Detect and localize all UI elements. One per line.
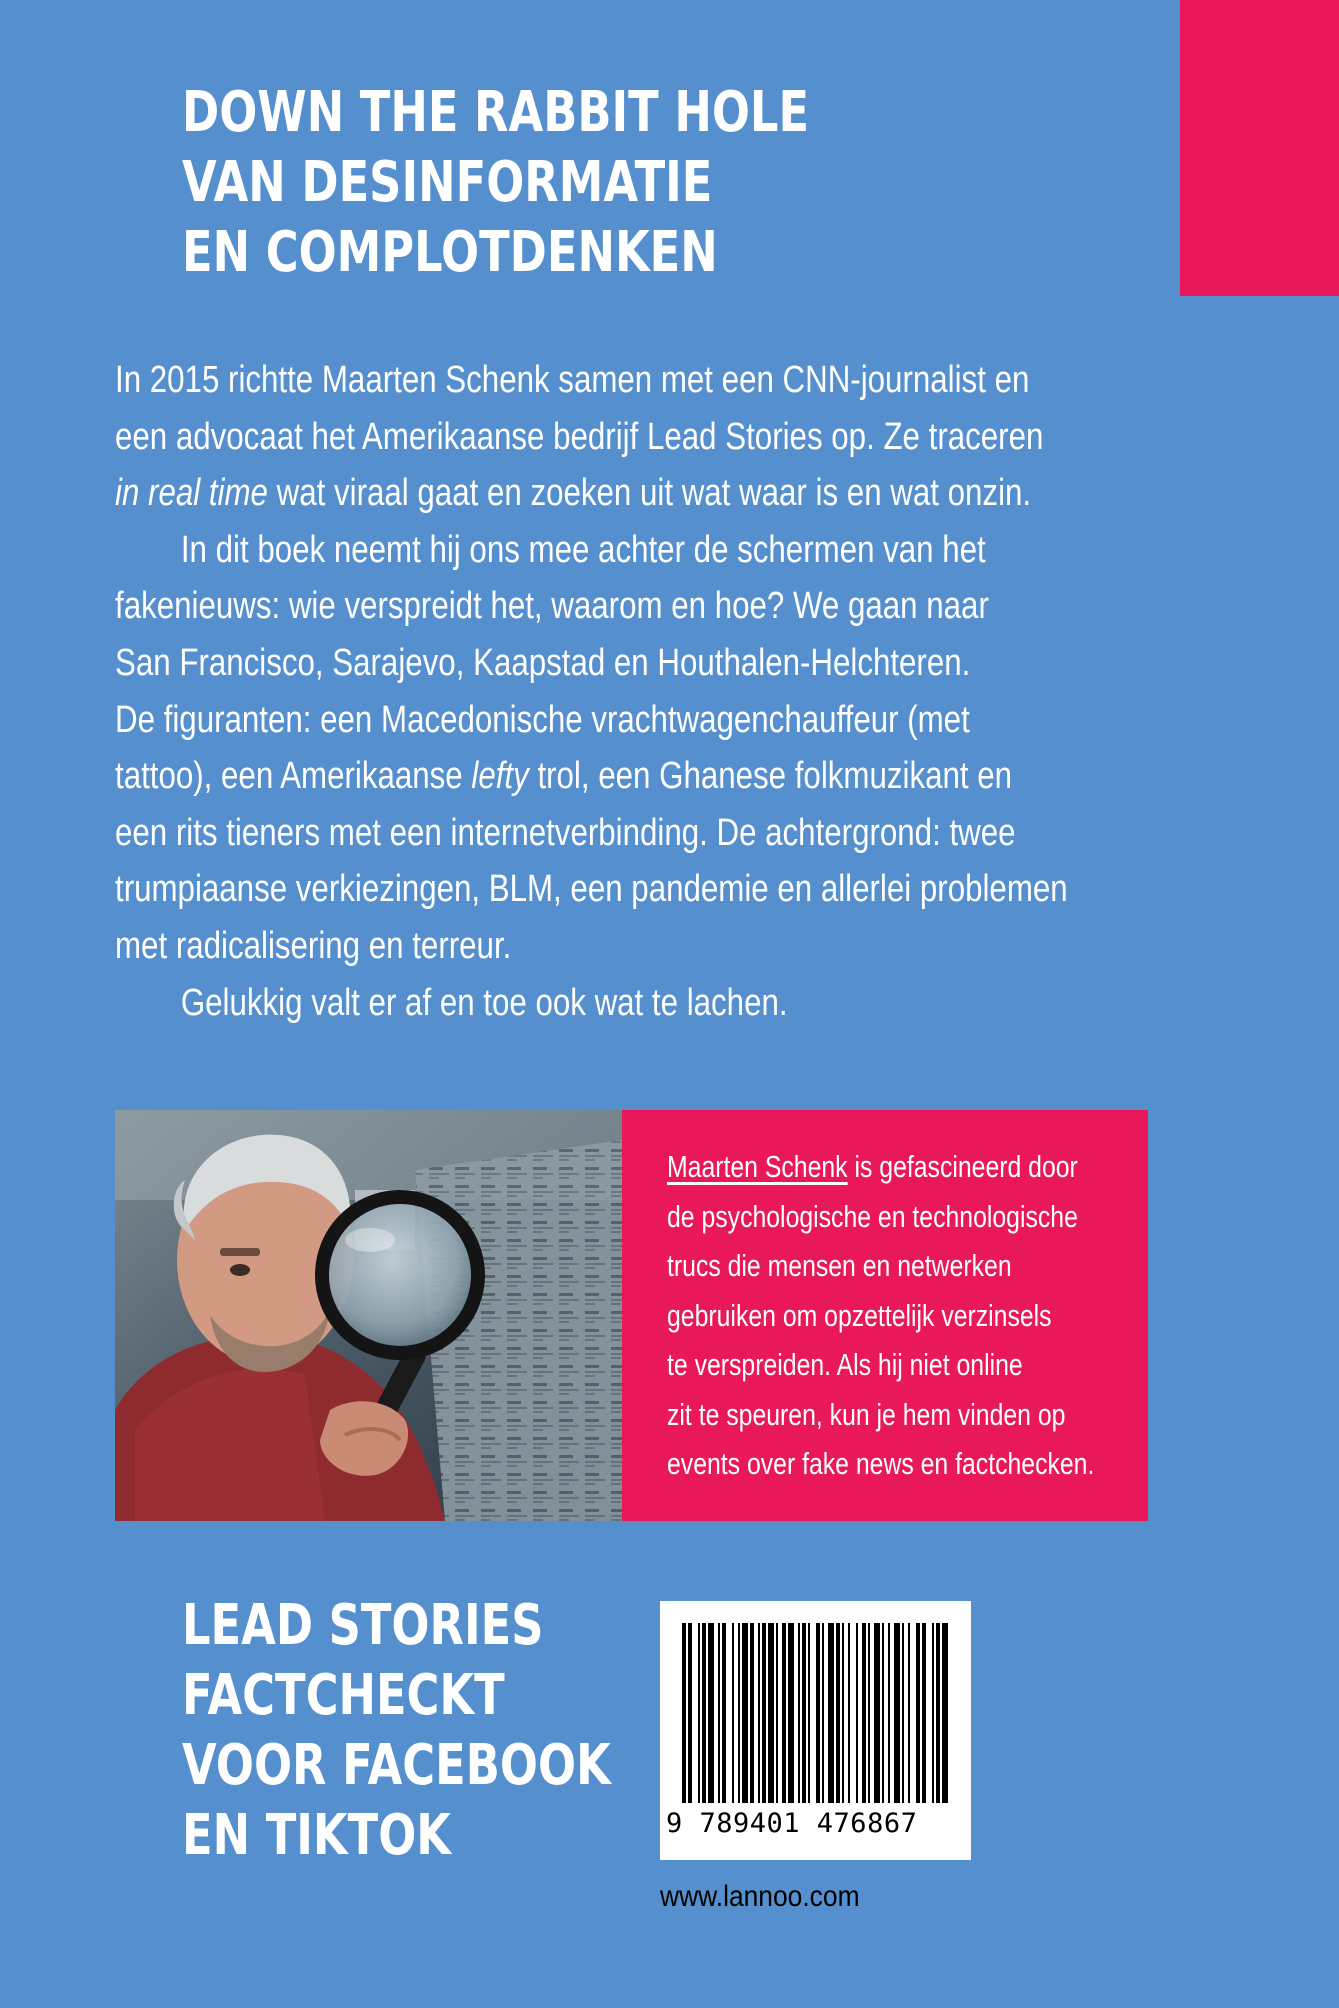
- barcode-bar: [702, 1623, 706, 1803]
- blurb-line: [115, 692, 1152, 749]
- barcode-bar: [808, 1623, 810, 1803]
- blurb-text-part: wat viraal gaat en zoeken uit wat waar is en wat onzin.: [267, 472, 1032, 515]
- barcode-bar: [836, 1623, 840, 1803]
- blurb-italic-text: in real time: [115, 472, 268, 515]
- blurb-line: [115, 975, 1152, 1032]
- barcode-bar: [718, 1623, 720, 1803]
- barcode-bar: [882, 1623, 884, 1803]
- blurb-line: [115, 805, 1152, 862]
- blurb-line: [115, 918, 1152, 975]
- blurb-text: [115, 352, 1152, 1031]
- barcode-bar: [908, 1623, 910, 1803]
- barcode-bar: [816, 1623, 820, 1803]
- barcode-bar: [842, 1623, 844, 1803]
- tagline-line-3: VOOR FACEBOOK: [182, 1733, 611, 1798]
- headline-line-2: VAN DESINFORMATIE: [182, 150, 713, 215]
- bio-line: zit te speuren, kun je hem vinden op: [667, 1396, 1066, 1432]
- bio-line: te verspreiden. Als hij niet online: [667, 1347, 1023, 1382]
- blurb-text-part: fakenieuws: wie verspreidt het, waarom en hoe? We gaan naar: [115, 585, 989, 628]
- blurb-text-part: trumpiaanse verkiezingen, BLM, een pandemie en allerlei problemen: [115, 868, 1068, 911]
- barcode-bar: [894, 1623, 900, 1803]
- blurb-line: [115, 352, 1152, 409]
- bio-line-1-rest: is gefascineerd door: [847, 1149, 1078, 1184]
- blurb-line: [115, 522, 1152, 579]
- barcode-bar: [828, 1623, 834, 1803]
- headline-line-3: EN COMPLOTDENKEN: [182, 220, 718, 285]
- blurb-italic-text: lefty: [471, 755, 529, 798]
- author-photo-magnifying-glass: [115, 1110, 622, 1521]
- blurb-text-part: met radicalisering en terreur.: [115, 924, 512, 967]
- bio-line: de psychologische en technologische: [667, 1198, 1078, 1234]
- barcode-bar: [916, 1623, 920, 1803]
- blurb-text-part: een rits tieners met een internetverbinding. De achtergrond: twee: [115, 811, 1016, 854]
- barcode-bar: [798, 1623, 800, 1803]
- barcode-bar: [688, 1623, 692, 1803]
- barcode-bar: [868, 1623, 870, 1803]
- barcode-bar: [758, 1623, 760, 1803]
- blurb-text-part: Gelukkig valt er af en toe ook wat te lachen.: [180, 981, 788, 1024]
- isbn-number: 9 789401 476867: [666, 1808, 918, 1839]
- barcode-bar: [942, 1623, 948, 1803]
- barcode-bar: [822, 1623, 824, 1803]
- barcode-bar: [698, 1623, 700, 1803]
- blurb-text-part: In dit boek neemt hij ons mee achter de schermen van het: [180, 528, 986, 571]
- author-name: Maarten Schenk: [667, 1149, 848, 1184]
- corner-accent-block: [1180, 0, 1339, 296]
- blurb-line: [115, 409, 1152, 466]
- barcode-bar: [742, 1623, 748, 1803]
- author-bio-text: [667, 1142, 1147, 1489]
- barcode-bar: [856, 1623, 858, 1803]
- barcode-bar: [750, 1623, 754, 1803]
- blurb-text-part: In 2015 richtte Maarten Schenk samen met een CNN-journalist en: [115, 359, 1030, 401]
- tagline-line-2: FACTCHECKT: [182, 1663, 505, 1728]
- bio-line: events over fake news en factchecken.: [667, 1446, 1095, 1481]
- blurb-text-part: tattoo), een Amerikaanse: [115, 755, 472, 798]
- blurb-text-part: San Francisco, Sarajevo, Kaapstad en Houthalen-Helchteren.: [115, 641, 971, 684]
- barcode-bar: [762, 1623, 766, 1803]
- blurb-line: [115, 748, 1152, 805]
- barcode: [660, 1601, 971, 1860]
- barcode-bar: [802, 1623, 806, 1803]
- barcode-bar: [768, 1623, 774, 1803]
- author-bio-box: [622, 1110, 1148, 1521]
- barcode-bar: [848, 1623, 850, 1803]
- barcode-bar: [874, 1623, 880, 1803]
- barcode-bar: [782, 1623, 786, 1803]
- barcode-bar: [788, 1623, 794, 1803]
- blurb-text-part: trol, een Ghanese folkmuzikant en: [528, 755, 1013, 798]
- blurb-line: [115, 635, 1152, 692]
- barcode-bar: [888, 1623, 890, 1803]
- blurb-line: [115, 465, 1152, 522]
- tagline-line-4: EN TIKTOK: [182, 1803, 451, 1868]
- publisher-website: www.lannoo.com: [660, 1880, 860, 1913]
- barcode-bar: [708, 1623, 714, 1803]
- barcode-bar: [902, 1623, 904, 1803]
- headline-line-1: DOWN THE RABBIT HOLE: [182, 80, 810, 145]
- barcode-bar: [722, 1623, 726, 1803]
- barcode-bar: [862, 1623, 866, 1803]
- barcode-bar: [732, 1623, 734, 1803]
- author-section: [115, 1110, 1148, 1521]
- blurb-text-part: De figuranten: een Macedonische vrachtwagenchauffeur (met: [115, 698, 970, 741]
- barcode-bar: [922, 1623, 926, 1803]
- author-photo: [115, 1110, 622, 1521]
- barcode-bar: [738, 1623, 740, 1803]
- blurb-text-part: een advocaat het Amerikaanse bedrijf Lead Stories op. Ze traceren: [115, 415, 1044, 458]
- bio-line: trucs die mensen en netwerken: [667, 1248, 1012, 1283]
- tagline-line-1: LEAD STORIES: [182, 1593, 544, 1658]
- barcode-bar: [936, 1623, 940, 1803]
- blurb-line: [115, 578, 1152, 635]
- barcode-bar: [932, 1623, 934, 1803]
- barcode-bar: [682, 1623, 686, 1803]
- headline: [182, 78, 809, 288]
- bio-line: gebruiken om opzettelijk verzinsels: [667, 1297, 1052, 1333]
- blurb-line: [115, 861, 1152, 918]
- bio-line-1: [667, 1142, 1147, 1192]
- barcode-bar: [776, 1623, 778, 1803]
- barcode-icon: [660, 1601, 971, 1811]
- tagline: [182, 1591, 611, 1871]
